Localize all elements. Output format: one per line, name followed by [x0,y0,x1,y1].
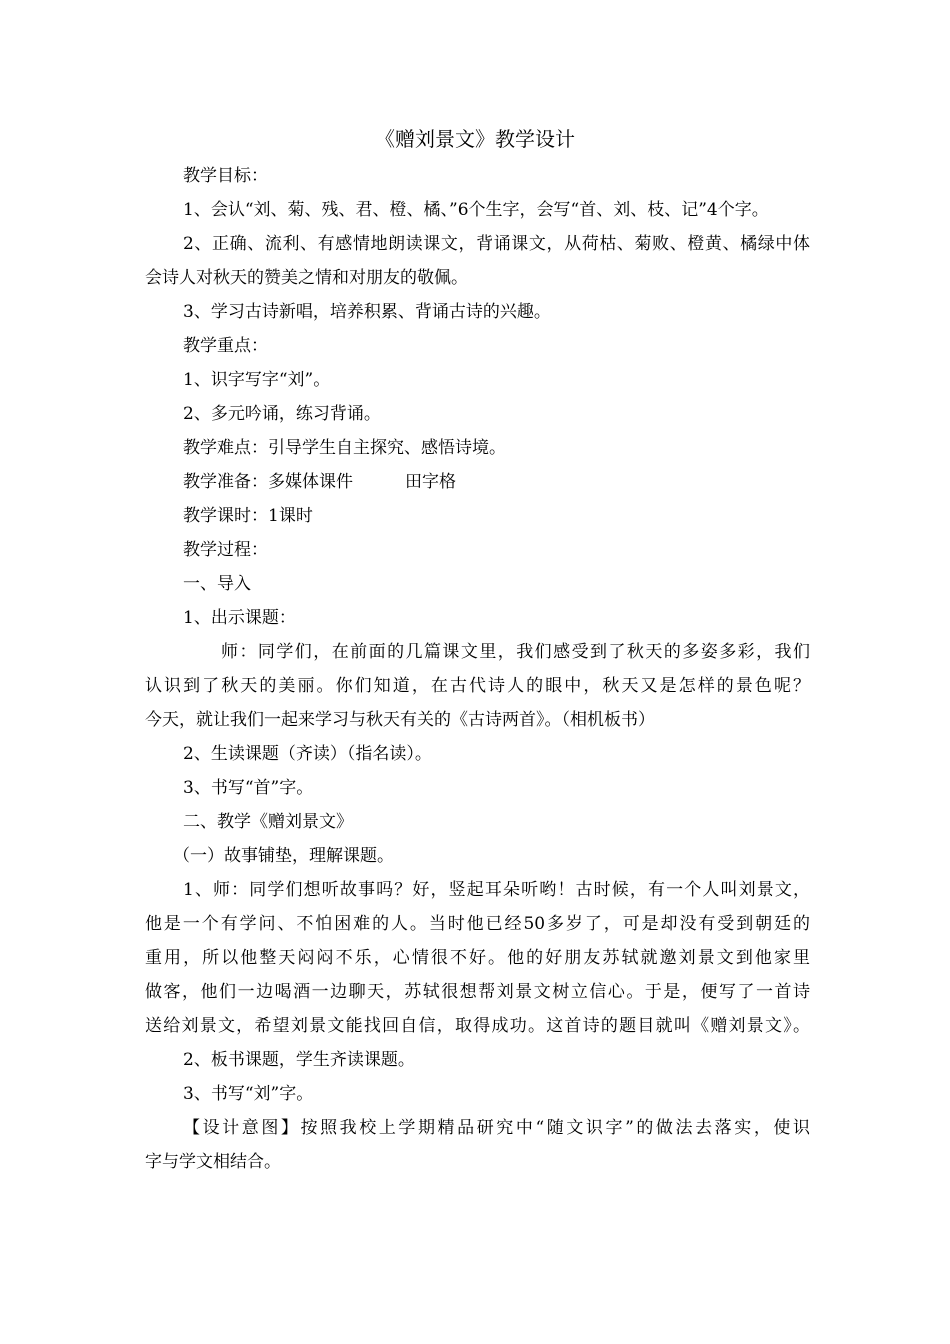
document-body [145,159,810,1179]
objective-3: 3、学习古诗新唱，培养积累、背诵古诗的兴趣。 [183,302,551,322]
teacher-line-2: 认识到了秋天的美丽。你们知道，在古代诗人的眼中，秋天又是怎样的景色呢？ [145,676,810,696]
section-2-heading: 二、教学《赠刘景文》 [183,812,353,832]
key-point-2: 2、多元吟诵，练习背诵。 [183,404,381,424]
teacher-line-3: 今天，就让我们一起来学习与秋天有关的《古诗两首》。（相机板书） [145,710,655,730]
section-2-item-2: 2、板书课题，学生齐读课题。 [183,1050,415,1070]
document-title: 《赠刘景文》教学设计 [375,127,575,151]
preparation [145,465,810,499]
objective-2-line-1: 2、正确、流利、有感情地朗读课文，背诵课文，从荷枯、菊败、橙黄、橘绿中体 [183,234,810,254]
key-points-heading: 教学重点： [183,336,268,356]
objectives-heading: 教学目标： [183,166,268,186]
teacher-line-1: 师：同学们，在前面的几篇课文里，我们感受到了秋天的多姿多彩，我们 [221,642,810,662]
design-intent-line-2: 字与学文相结合。 [145,1152,281,1172]
objective-2-line-2: 会诗人对秋天的赞美之情和对朋友的敬佩。 [145,268,468,288]
section-1-item-2: 2、生读课题（齐读）（指名读）。 [183,744,432,764]
objective-1: 1、会认“刘、菊、残、君、橙、橘、”6个生字，会写“首、刘、枝、记”4个字。 [183,200,769,220]
section-2-item-3: 3、书写“刘”字。 [183,1084,314,1104]
story-line-4: 做客，他们一边喝酒一边聊天，苏轼很想帮刘景文树立信心。于是，便写了一首诗 [145,982,810,1002]
preparation-label: 教学准备：多媒体课件 [183,472,353,492]
story-line-1: 1、师：同学们想听故事吗？好，竖起耳朵听哟！古时候，有一个人叫刘景文， [183,880,810,900]
section-1-item-3: 3、书写“首”字。 [183,778,314,798]
section-2-sub-1: （一）故事铺垫，理解课题。 [173,846,394,866]
process-heading: 教学过程： [183,540,268,560]
preparation-extra: 田字格 [405,472,456,492]
class-hours: 教学课时：1课时 [183,506,313,526]
story-line-3: 重用，所以他整天闷闷不乐，心情很不好。他的好朋友苏轼就邀刘景文到他家里 [145,948,810,968]
key-point-1: 1、识字写字“刘”。 [183,370,331,390]
difficulty: 教学难点：引导学生自主探究、感悟诗境。 [183,438,506,458]
story-line-5: 送给刘景文，希望刘景文能找回自信，取得成功。这首诗的题目就叫《赠刘景文》。 [145,1016,810,1036]
section-1-heading: 一、导入 [183,574,251,594]
section-1-item-1: 1、出示课题： [183,608,296,628]
story-line-2: 他是一个有学问、不怕困难的人。当时他已经50多岁了，可是却没有受到朝廷的 [145,914,810,934]
design-intent-line-1: 【设计意图】按照我校上学期精品研究中“随文识字”的做法去落实，使识 [183,1118,810,1138]
